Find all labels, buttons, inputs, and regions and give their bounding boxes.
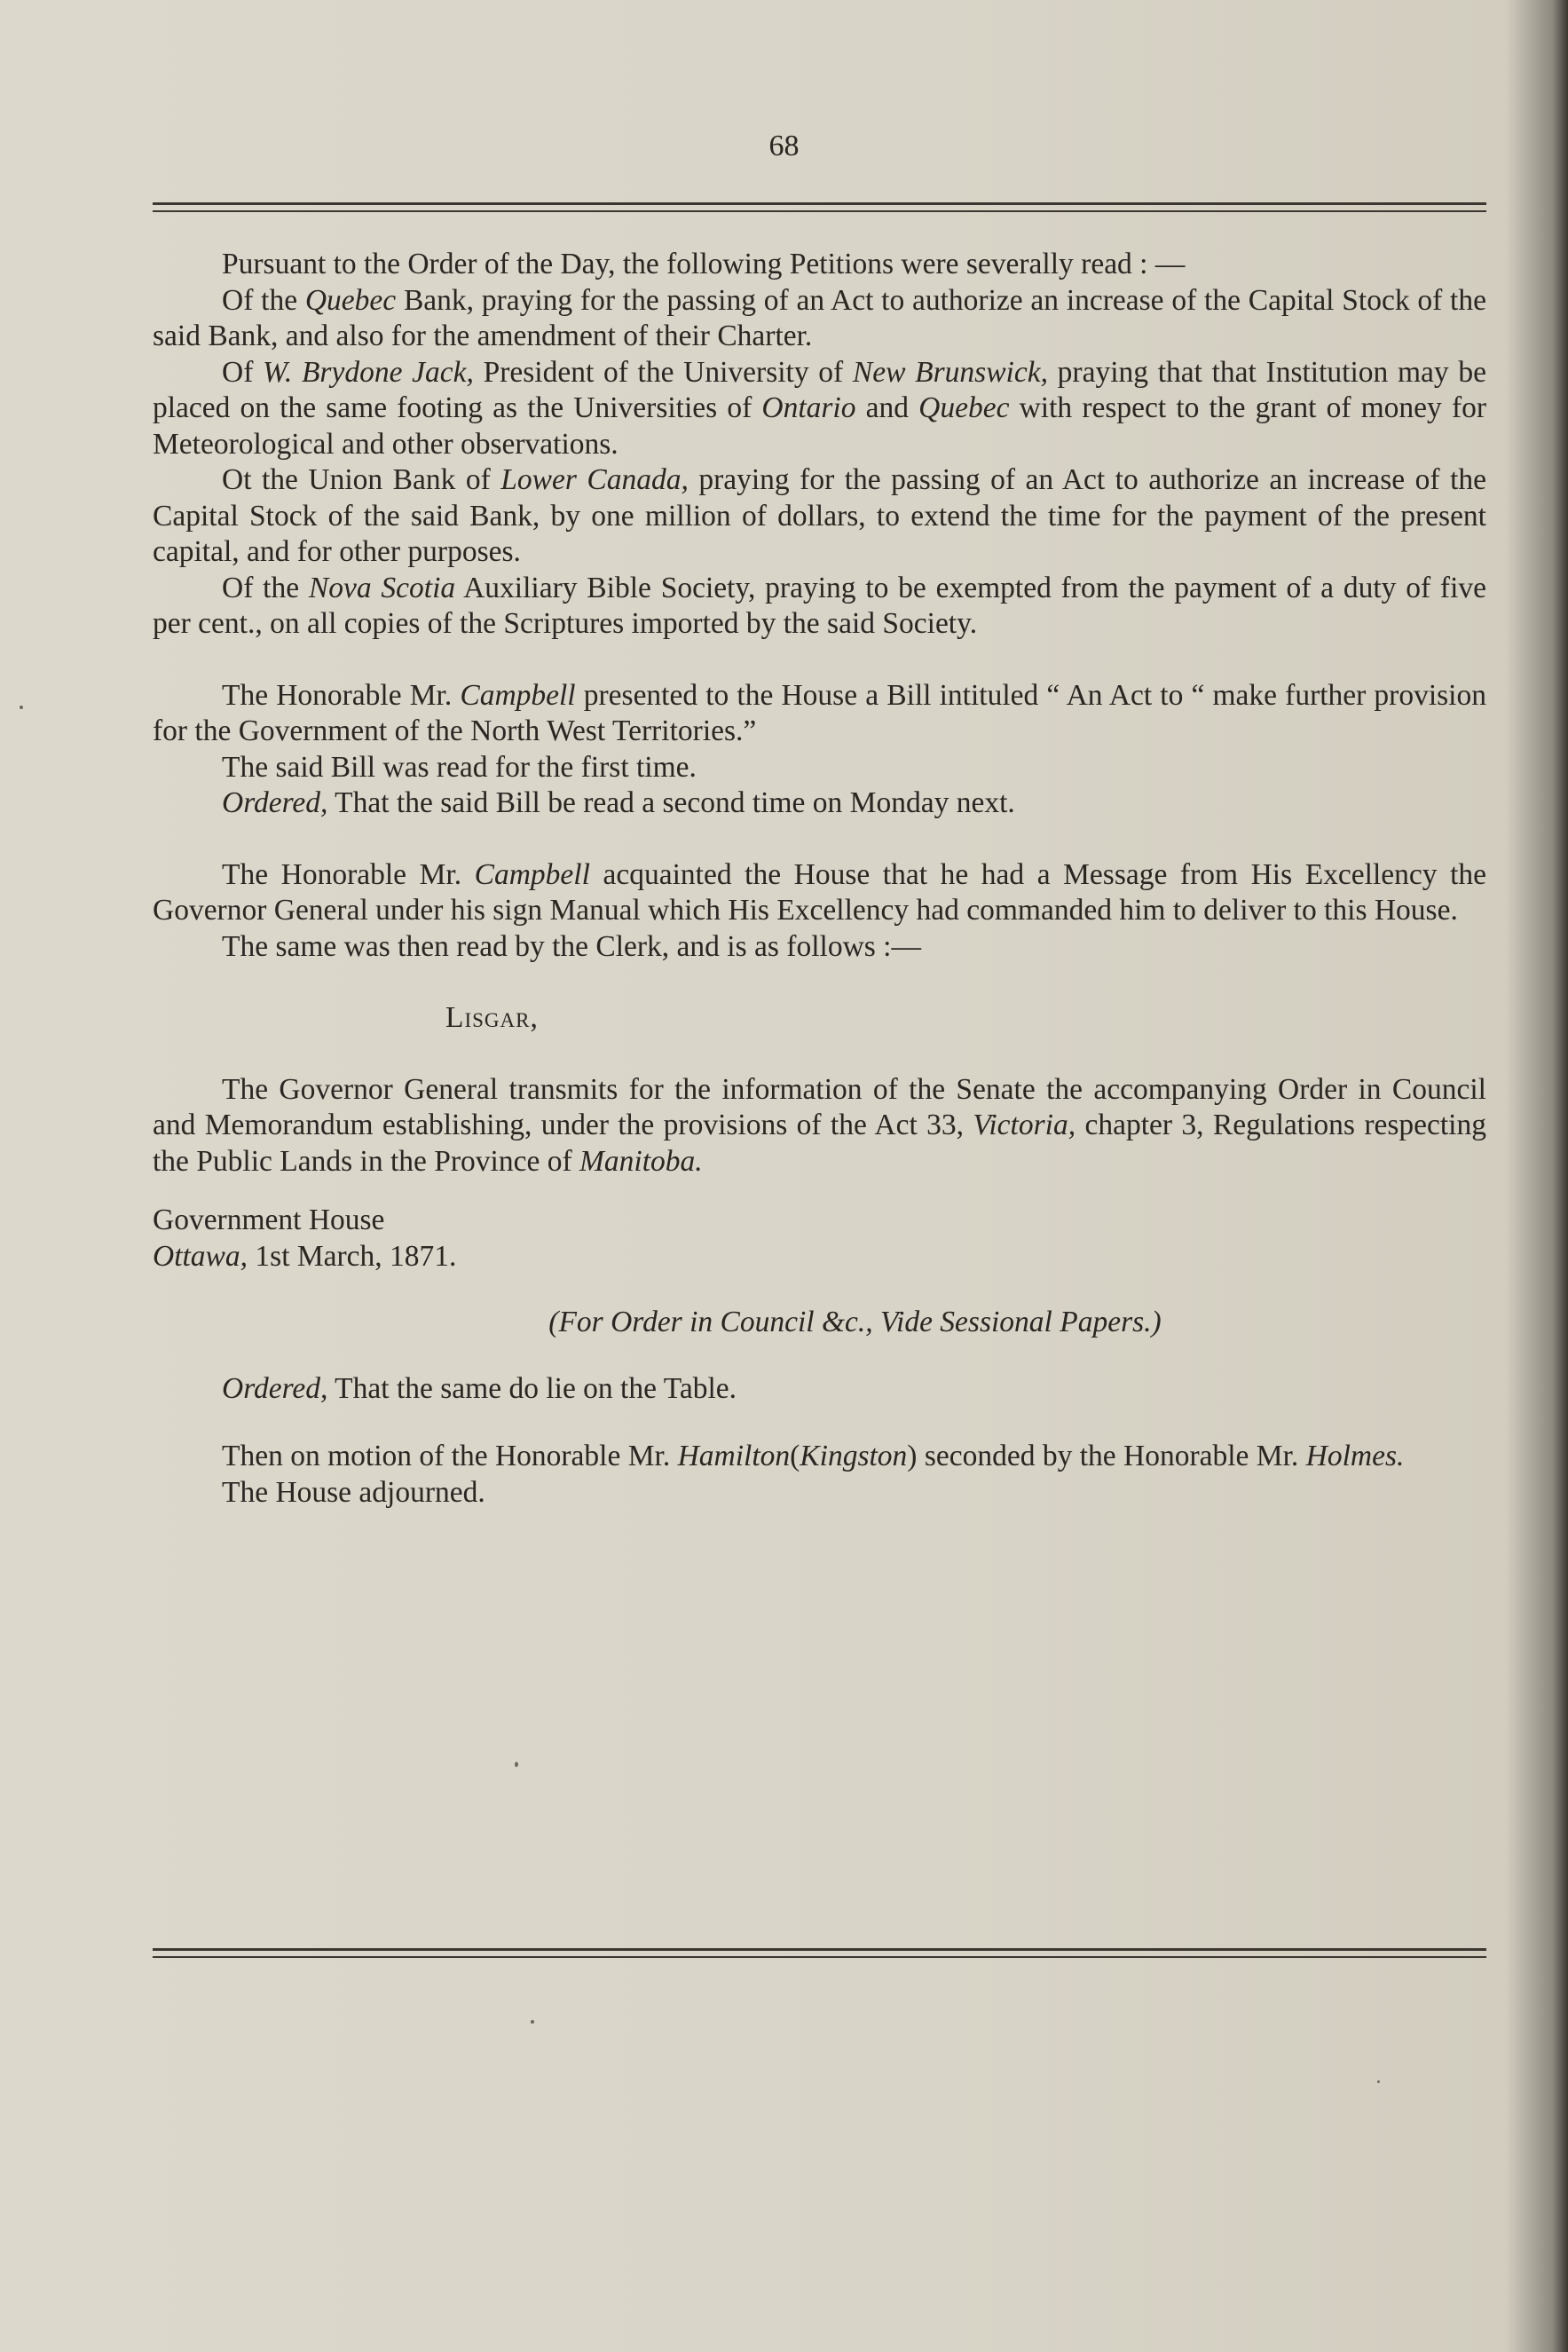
adjournment-motion: Then on motion of the Honorable Mr. Hamilton(Kingston) seconded by the Honorable Mr. Holmes. xyxy=(222,1440,1405,1472)
bill-presented: The Honorable Mr. Campbell presented to the House a Bill intituled “ An Act to “ make further provision for the Government of the North West Territories.” xyxy=(153,678,1486,747)
petitions-intro: Pursuant to the Order of the Day, the following Petitions were severally read : — xyxy=(222,248,1186,280)
petition-union-bank: Ot the Union Bank of Lower Canada, praying for the passing of an Act to authorize an increase of the Capital Stock of the said Bank, by one million of dollars, to extend the time for the payment of the present capital, and for other purposes. xyxy=(153,463,1486,568)
journal-body xyxy=(153,247,1486,1511)
top-double-rule xyxy=(153,202,1486,212)
paper-speck xyxy=(20,706,23,709)
governor-message: The Governor General transmits for the information of the Senate the accompanying Order in Council and Memorandum establishing, under the provisions of the Act 33, Victoria, chapter 3, Regulations respecting the Public Lands in the Province of Manitoba. xyxy=(153,1072,1486,1178)
signature-lisgar: Lisgar, xyxy=(445,1001,539,1034)
house-adjourned: The House adjourned. xyxy=(222,1475,485,1509)
paper-speck xyxy=(515,1762,518,1767)
bill-first-reading: The said Bill was read for the first time. xyxy=(222,750,697,784)
ottawa-date: Ottawa, 1st March, 1871. xyxy=(153,1239,457,1273)
paper-speck xyxy=(1377,2080,1380,2083)
bottom-double-rule xyxy=(153,1948,1486,1958)
petition-quebec-bank: Of the Quebec Bank, praying for the passing of an Act to authorize an increase of the Capital Stock of the said Bank, and also for the amendment of their Charter. xyxy=(153,283,1486,352)
petition-brydone-jack: Of W. Brydone Jack, President of the University of New Brunswick, praying that that Institution may be placed on the same footing as the Universities of Ontario and Quebec with respect to the grant of money for Meteorological and other observations. xyxy=(153,355,1486,461)
message-read: The same was then read by the Clerk, and is as follows :— xyxy=(222,929,921,963)
bill-ordered: Ordered, That the said Bill be read a second time on Monday next. xyxy=(222,786,1015,819)
sessional-papers-note: (For Order in Council &c., Vide Sessional Papers.) xyxy=(548,1306,1162,1338)
ordered-table: Ordered, That the same do lie on the Table. xyxy=(222,1371,737,1405)
paper-speck xyxy=(531,2020,534,2024)
petition-bible-society: Of the Nova Scotia Auxiliary Bible Society, praying to be exempted from the payment of a duty of five per cent., on all copies of the Scriptures imported by the said Society. xyxy=(153,571,1487,640)
government-house: Government House xyxy=(153,1204,385,1236)
page-number: 68 xyxy=(768,130,800,162)
message-announced: The Honorable Mr. Campbell acquainted the House that he had a Message from His Excellency the Governor General under his sign Manual which His Excellency had commanded him to deliver to this House. xyxy=(153,857,1486,927)
